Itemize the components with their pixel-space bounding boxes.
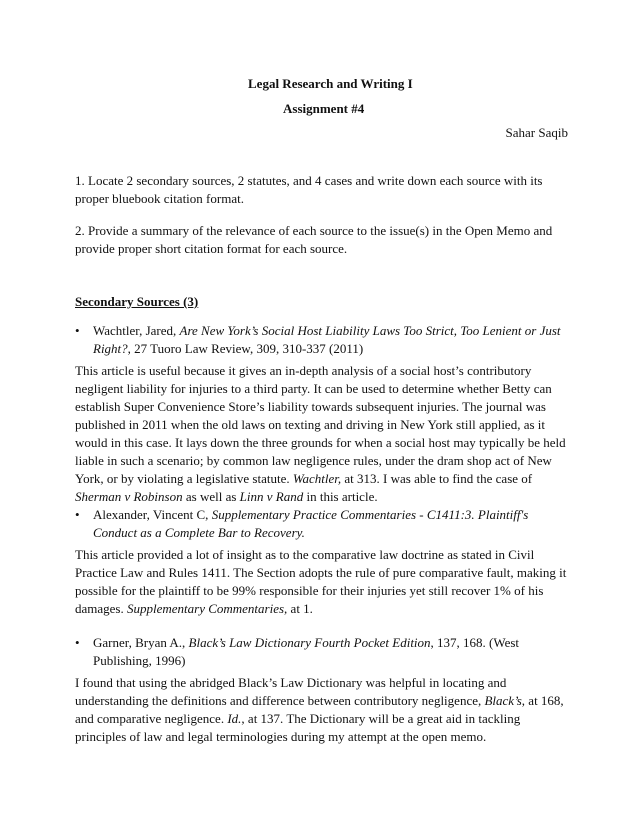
short-citation: Wachtler, [292, 471, 342, 486]
source-citation-2 [75, 506, 567, 542]
bullet-icon: • [75, 635, 80, 650]
source-summary-2 [75, 546, 567, 618]
short-citation: Supplementary Commentaries, [126, 601, 288, 616]
instruction-1: 1. Locate 2 secondary sources, 2 statutes, and 4 cases and write down each source with its proper bluebook citation format. [75, 173, 543, 206]
citation-title: Supplementary Practice Commentaries - C1411:3. Plaintiff's Conduct as a Complete Bar to Recovery. [93, 507, 529, 540]
bullet-icon: • [75, 507, 80, 522]
summary-text: , at 168, and comparative negligence. [75, 693, 564, 726]
secondary-sources-heading: Secondary Sources (3) [75, 294, 199, 309]
summary-text: I found that using the abridged Black’s Law Dictionary was helpful in locating and understanding the definitions and difference between contributory negligence, [75, 675, 507, 708]
source-citation-3 [75, 634, 567, 670]
citation-title: Are New York’s Social Host Liability Laws Too Strict, Too Lenient or Just Right? [93, 323, 561, 356]
citation-author: Garner, Bryan A., [93, 635, 189, 650]
source-citation-1 [75, 322, 567, 358]
citation-rest: , 27 Tuoro Law Review, 309, 310-337 (2011) [127, 341, 364, 356]
case-name: Sherman v Robinson [75, 489, 183, 504]
citation-text [93, 634, 567, 670]
case-name: Linn v Rand [239, 489, 304, 504]
summary-text: , at 137. The Dictionary will be a great aid in tackling principles of law and legal terminologies during my attempt at the open memo. [75, 711, 521, 744]
citation-title: Black’s Law Dictionary Fourth Pocket Edition [188, 635, 431, 650]
course-title: Legal Research and Writing I [248, 76, 413, 91]
summary-text: This article provided a lot of insight as to the comparative law doctrine as stated in Civil Practice Law and Rules 1411. The Section adopts the rule of pure comparative fault, making it possible for the plaintiff to be 99% responsible for their injuries yet still recover 1% of his damages. [75, 547, 567, 616]
citation-text [93, 506, 567, 542]
citation-author: Wachtler, Jared, [93, 323, 180, 338]
summary-text: This article is useful because it gives an in-depth analysis of a social host’s contributory negligent liability for injuries to a third party. It can be used to determine whether Betty can establish Super Convenience Store’s liability towards subsequent injuries. The journal was published in 2011 when the old laws on texting and driving in New York still applied, as it would in this case. It lays down the three grounds for when a social host may typically be held liable in such a scenario; by common law negligence rules, under the dram shop act of New York, or by violating a legislative statute. [75, 363, 566, 486]
id-citation: Id. [227, 711, 242, 726]
summary-text: at 313. I was able to find the case of [341, 471, 533, 486]
bullet-icon: • [75, 323, 80, 338]
summary-text: in this article. [303, 489, 378, 504]
source-summary-3 [75, 674, 567, 746]
author-name: Sahar Saqib [505, 125, 568, 140]
citation-rest: , 137, 168. (West Publishing, 1996) [93, 635, 520, 668]
source-summary-1 [75, 362, 567, 506]
summary-text: as well as [182, 489, 240, 504]
short-citation: Black’s [484, 693, 522, 708]
citation-text [93, 322, 567, 358]
instruction-2: 2. Provide a summary of the relevance of each source to the issue(s) in the Open Memo and provide proper short citation format for each source. [75, 223, 553, 256]
assignment-title: Assignment #4 [283, 101, 365, 116]
citation-author: Alexander, Vincent C, [93, 507, 212, 522]
summary-text: at 1. [287, 601, 313, 616]
